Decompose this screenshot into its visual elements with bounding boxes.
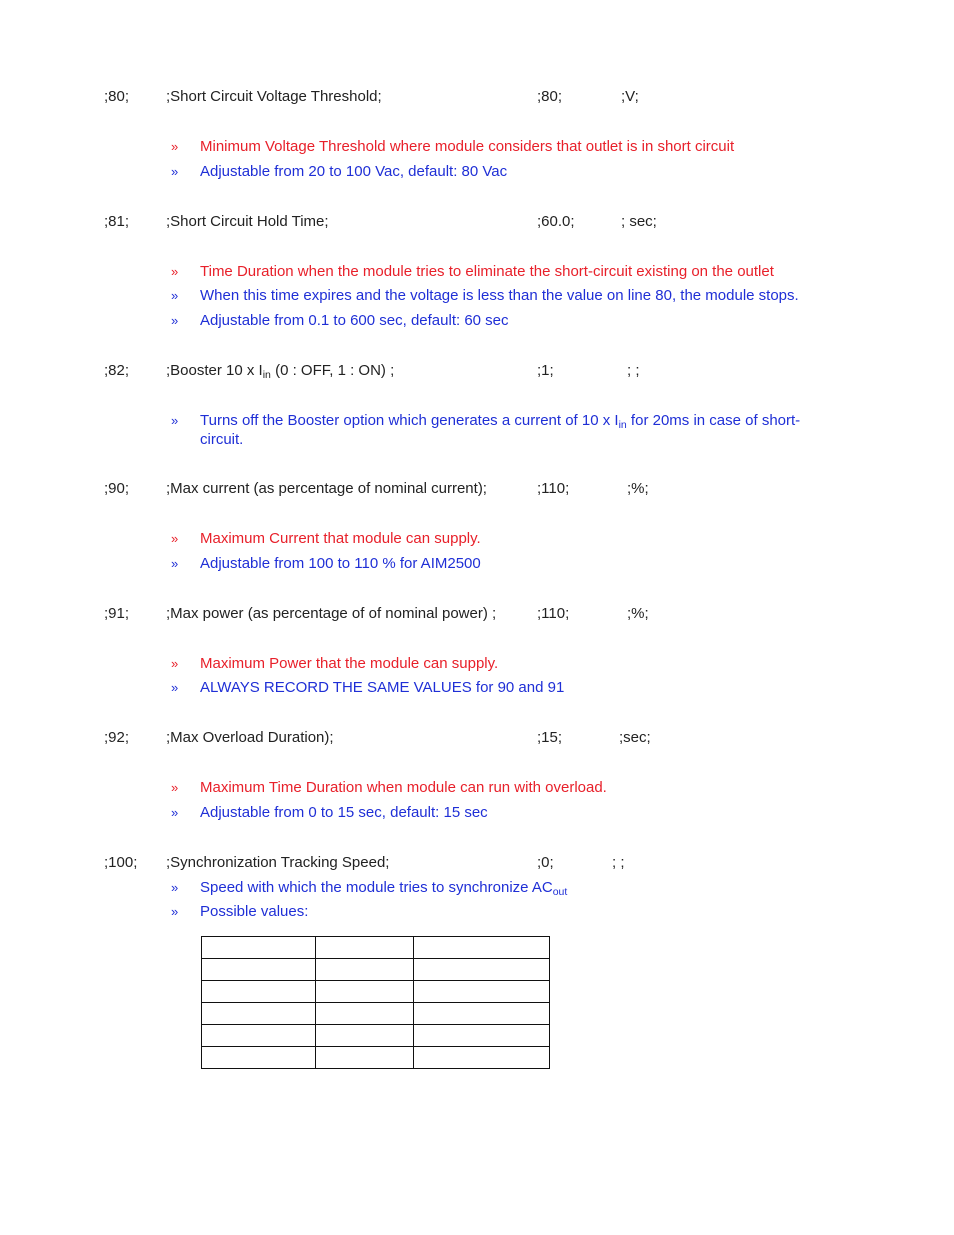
param-unit: ;V; (621, 88, 639, 105)
param-value: ;60.0; (537, 213, 575, 230)
param-unit: ;%; (627, 480, 649, 497)
bullet-mark: » (171, 313, 179, 328)
param-number: ;100; (104, 854, 138, 871)
param-unit: ; ; (612, 854, 625, 871)
param-name: ;Synchronization Tracking Speed; (166, 854, 390, 871)
bullet-mark: » (171, 680, 179, 695)
param-row-80 (0, 86, 954, 108)
bullet-mark: » (171, 556, 179, 571)
note-text-subscript: out (552, 886, 568, 898)
param-unit: ; sec; (621, 213, 657, 230)
note-text: Adjustable from 0 to 15 sec, default: 15 sec (200, 804, 488, 821)
param-number: ;91; (104, 605, 130, 622)
table-cell (202, 1025, 316, 1047)
note-text: Adjustable from 20 to 100 Vac, default: 80 Vac (200, 163, 508, 180)
param-number: ;80; (104, 88, 130, 105)
table-row (202, 937, 550, 959)
param-name-pre: ;Booster 10 x I (166, 362, 263, 379)
note-text: Possible values: (200, 903, 309, 920)
table-cell (202, 1047, 316, 1069)
table-row (202, 1025, 550, 1047)
note-text (200, 411, 832, 449)
table-cell (414, 959, 550, 981)
note-text: Adjustable from 100 to 110 % for AIM2500 (200, 555, 481, 572)
note-text: ALWAYS RECORD THE SAME VALUES for 90 and 91 (200, 679, 565, 696)
table-row (202, 981, 550, 1003)
param-number: ;81; (104, 213, 130, 230)
bullet-mark: » (171, 264, 179, 279)
table-cell (316, 1025, 414, 1047)
bullet-mark: » (171, 288, 179, 303)
param-value: ;0; (537, 854, 554, 871)
table-cell (414, 1025, 550, 1047)
bullet-mark: » (171, 805, 179, 820)
param-value: ;110; (537, 605, 570, 622)
param-number: ;92; (104, 729, 130, 746)
param-name (166, 360, 394, 382)
param-row-92 (0, 727, 954, 749)
param-name: ;Max current (as percentage of nominal current); (166, 480, 487, 497)
param-value: ;1; (537, 362, 554, 379)
note-text: Maximum Time Duration when module can run with overload. (200, 779, 607, 796)
table-cell (202, 959, 316, 981)
table-cell (414, 1003, 550, 1025)
table-cell (202, 937, 316, 959)
param-name: ;Max Overload Duration); (166, 729, 334, 746)
param-name: ;Max power (as percentage of of nominal power) ; (166, 605, 497, 622)
table-row (202, 1003, 550, 1025)
bullet-mark: » (171, 531, 179, 546)
bullet-mark: » (171, 164, 179, 179)
note-text: Adjustable from 0.1 to 600 sec, default: 60 sec (200, 312, 509, 329)
param-row-91 (0, 603, 954, 625)
param-unit: ; ; (627, 362, 640, 379)
bullet-mark: » (171, 656, 179, 671)
note-text (200, 878, 840, 897)
note-text: Maximum Current that module can supply. (200, 530, 481, 547)
param-row-81 (0, 211, 954, 233)
param-row-82 (0, 360, 954, 382)
table-cell (316, 981, 414, 1003)
param-name: ;Short Circuit Voltage Threshold; (166, 88, 382, 105)
possible-values-table (201, 936, 550, 1069)
param-row-100 (0, 852, 954, 874)
bullet-mark: » (171, 904, 179, 919)
note-text: When this time expires and the voltage is less than the value on line 80, the module stops. (200, 287, 799, 304)
param-number: ;90; (104, 480, 130, 497)
param-name-post: (0 : OFF, 1 : ON) ; (270, 362, 395, 379)
note-text: Time Duration when the module tries to eliminate the short-circuit existing on the outlet (200, 263, 774, 280)
table-cell (316, 937, 414, 959)
note-text-pre: Speed with which the module tries to synchronize AC (200, 879, 553, 896)
param-value: ;110; (537, 480, 570, 497)
param-name: ;Short Circuit Hold Time; (166, 213, 329, 230)
note-text-pre: Turns off the Booster option which generates a current of 10 x I (200, 412, 619, 429)
note-text: Maximum Power that the module can supply. (200, 655, 499, 672)
bullet-mark: » (171, 139, 179, 154)
note-text-subscript: in (618, 419, 627, 431)
note-text: Minimum Voltage Threshold where module considers that outlet is in short circuit (200, 138, 735, 155)
table-cell (414, 937, 550, 959)
param-value: ;15; (537, 729, 563, 746)
table-cell (202, 981, 316, 1003)
bullet-mark: » (171, 413, 179, 428)
param-name-subscript: in (262, 369, 271, 381)
table-row (202, 1047, 550, 1069)
param-unit: ;%; (627, 605, 649, 622)
param-value: ;80; (537, 88, 563, 105)
table-row (202, 959, 550, 981)
table-cell (414, 981, 550, 1003)
bullet-mark: » (171, 880, 179, 895)
bullet-mark: » (171, 780, 179, 795)
param-unit: ;sec; (619, 729, 651, 746)
table-cell (202, 1003, 316, 1025)
table-cell (316, 1047, 414, 1069)
table-cell (414, 1047, 550, 1069)
param-row-90 (0, 478, 954, 500)
param-number: ;82; (104, 362, 130, 379)
table-cell (316, 959, 414, 981)
table-cell (316, 1003, 414, 1025)
note-text-post: for 20ms in case of short-circuit. (200, 412, 801, 448)
